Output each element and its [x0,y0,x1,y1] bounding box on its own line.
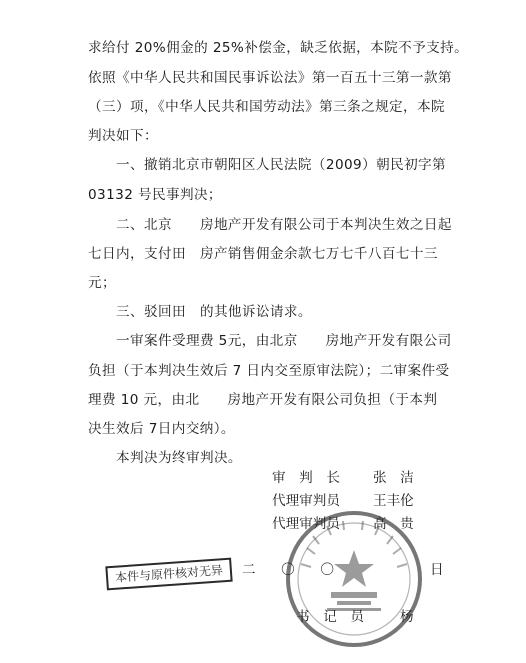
signature-role-acting-judge-2: 代理审判员 [272,516,340,532]
body-line-6: 03132 号民事判决； [88,187,222,203]
body-line-13: 理费 10 元，由北 房地产开发有限公司负担（于本判 [88,392,438,408]
signature-name-clerk: 杨 [400,609,414,625]
body-line-8: 七日内，支付田 房产销售佣金余款七万七千八百七十三 [88,246,438,262]
body-line-5: 一、撤销北京市朝阳区人民法院（2009）朝民初字第 [88,157,447,173]
body-line-1: 求给付 20%佣金的 25%补偿金，缺乏依据，本院不予支持。 [88,40,469,56]
signature-name-presiding-judge: 张 洁 [373,470,414,486]
signature-name-acting-judge-2: 高 贵 [373,516,414,532]
signature-role-clerk: 书 记 员 [296,609,364,625]
body-line-3: （三）项，《中华人民共和国劳动法》第三条之规定，本院 [88,99,446,115]
signature-role-presiding-judge: 审 判 长 [272,470,340,486]
body-line-2: 依照《中华人民共和国民事诉讼法》第一百五十三第一款第 [88,70,452,86]
judgment-date: 二 〇 〇 [242,562,340,578]
body-line-15: 本判决为终审判决。 [88,450,242,466]
body-line-9: 元； [88,275,116,291]
signature-role-acting-judge-1: 代理审判员 [272,493,340,509]
body-line-7: 二、北京 房地产开发有限公司于本判决生效之日起 [88,217,452,233]
body-line-14: 决生效后 7日内交纳）。 [88,421,235,437]
body-line-12: 负担（于本判决生效后 7 日内交至原审法院）；二审案件受 [88,363,450,379]
body-line-11: 一审案件受理费 5元，由北京 房地产开发有限公司 [88,333,452,349]
verification-stamp: 本件与原件核对无异 [105,558,232,591]
body-line-4: 判决如下： [88,128,158,144]
judgment-date-end: 日 [430,562,444,578]
signature-name-acting-judge-1: 王丰伦 [373,493,414,509]
body-line-10: 三、驳回田 的其他诉讼请求。 [88,304,312,320]
